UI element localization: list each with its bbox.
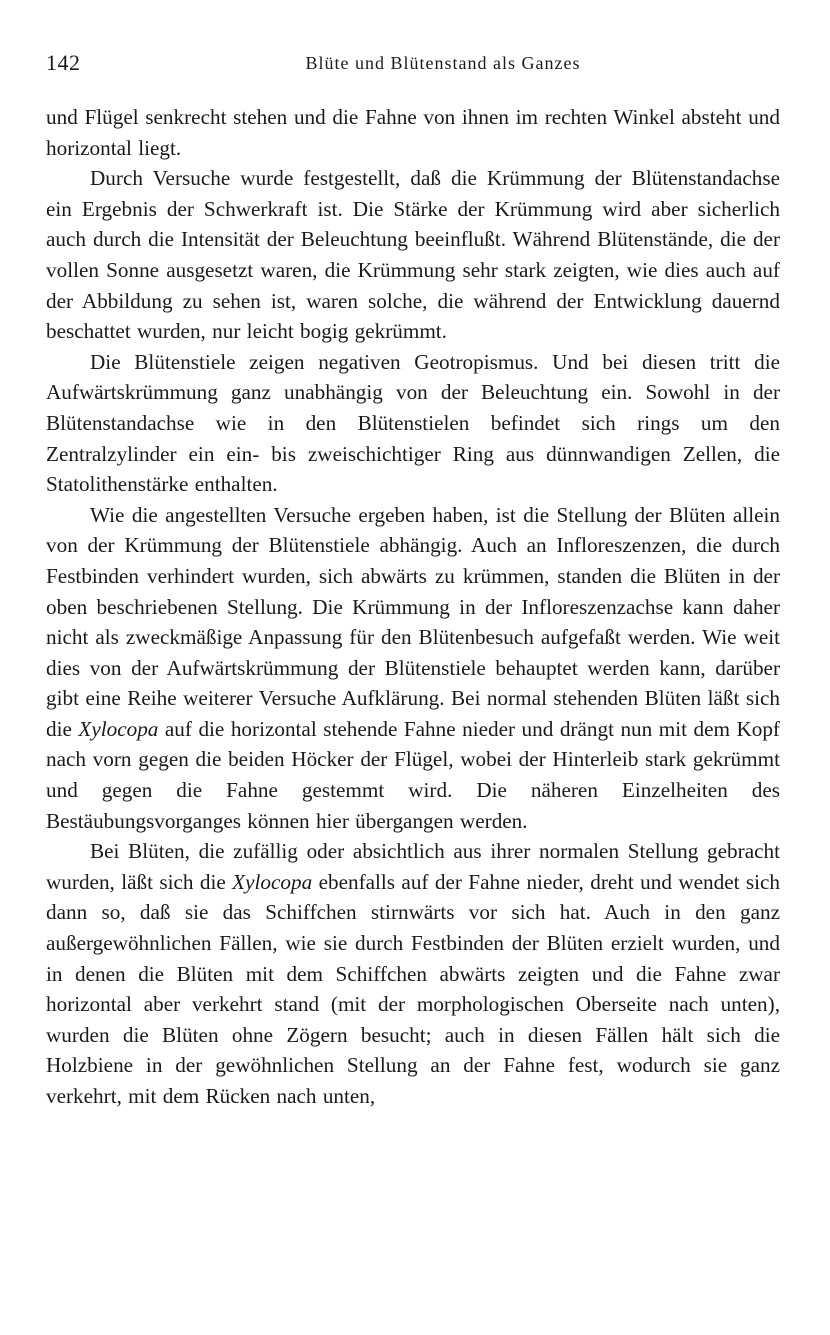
paragraph-text: Durch Versuche wurde festgestellt, daß die Krümmung der Blütenstandachse ein Ergebnis der Schwerkraft ist. Die Stärke der Krümmung wird aber sicherlich auch durch die Intensität der Beleuchtung beeinflußt. Während Blütenstände, die der vollen Sonne ausgesetzt waren, die Krümmung sehr stark zeigten, wie dies auch auf der Abbildung zu sehen ist, waren solche, die während der Entwicklung dauernd beschattet wurden, nur leicht bogig gekrümmt.: [46, 166, 780, 344]
species-name-italic: Xylocopa: [78, 716, 159, 741]
paragraph-text: ebenfalls auf der Fahne nieder, dreht und wendet sich dann so, daß sie das Schiffchen stirnwärts vor sich hat. Auch in den ganz außergewöhnlichen Fällen, wie sie durch Festbinden der Blüten erzielt wurden, und in denen die Blüten mit dem Schiffchen abwärts zeigten und die Fahne zwar horizontal aber verkehrt stand (mit der morphologischen Oberseite nach unten), wurden die Blüten ohne Zögern besucht; auch in diesen Fällen hält sich die Holzbiene in der gewöhnlichen Stellung an der Fahne fest, wodurch sie ganz verkehrt, mit dem Rücken nach unten,: [46, 869, 781, 1108]
page-number: 142: [46, 50, 81, 75]
paragraph: [46, 347, 780, 500]
page-header: [46, 44, 780, 84]
paragraph-text: auf die horizontal stehende Fahne nieder und drängt nun mit dem Kopf nach vorn gegen die beiden Höcker der Flügel, wobei der Hinterleib stark gekrümmt und gegen die Fahne gestemmt wird. Die näheren Einzelheiten des Bestäubungsvorganges können hier übergangen werden.: [46, 716, 780, 833]
paragraph-text: Bei Blüten, die zufällig oder absichtlich aus ihrer normalen Stellung gebracht wurden, läßt sich die: [46, 839, 780, 894]
paragraph: [46, 836, 780, 1111]
paragraph: [46, 163, 780, 347]
paragraph-text: und Flügel senkrecht stehen und die Fahne von ihnen im rechten Winkel absteht und horizontal liegt.: [46, 105, 780, 160]
running-title: Blüte und Blütenstand als Ganzes: [305, 53, 581, 73]
paragraph-text: Wie die angestellten Versuche ergeben haben, ist die Stellung der Blüten allein von der Krümmung der Blütenstiele abhängig. Auch an Infloreszenzen, die durch Festbinden verhindert wurden, sich abwärts zu krümmen, standen die Blüten in der oben beschriebenen Stellung. Die Krümmung in der Infloreszenzachse kann daher nicht als zweckmäßige Anpassung für den Blütenbesuch aufgefaßt werden. Wie weit dies von der Aufwärtskrümmung der Blütenstiele behauptet werden kann, darüber gibt eine Reihe weiterer Versuche Aufklärung. Bei normal stehenden Blüten läßt sich die: [46, 502, 780, 741]
paragraph-text: Die Blütenstiele zeigen negativen Geotropismus. Und bei diesen tritt die Aufwärtskrümmung ganz unabhängig von der Beleuchtung ein. Sowohl in der Blütenstandachse wie in den Blütenstielen befindet sich rings um den Zentralzylinder ein ein- bis zweischichtiger Ring aus dünnwandigen Zellen, die Statolithenstärke enthalten.: [46, 349, 780, 497]
species-name-italic: Xylocopa: [232, 869, 313, 894]
body-text: [46, 102, 780, 1112]
paragraph: [46, 500, 780, 837]
paragraph: [46, 102, 780, 163]
